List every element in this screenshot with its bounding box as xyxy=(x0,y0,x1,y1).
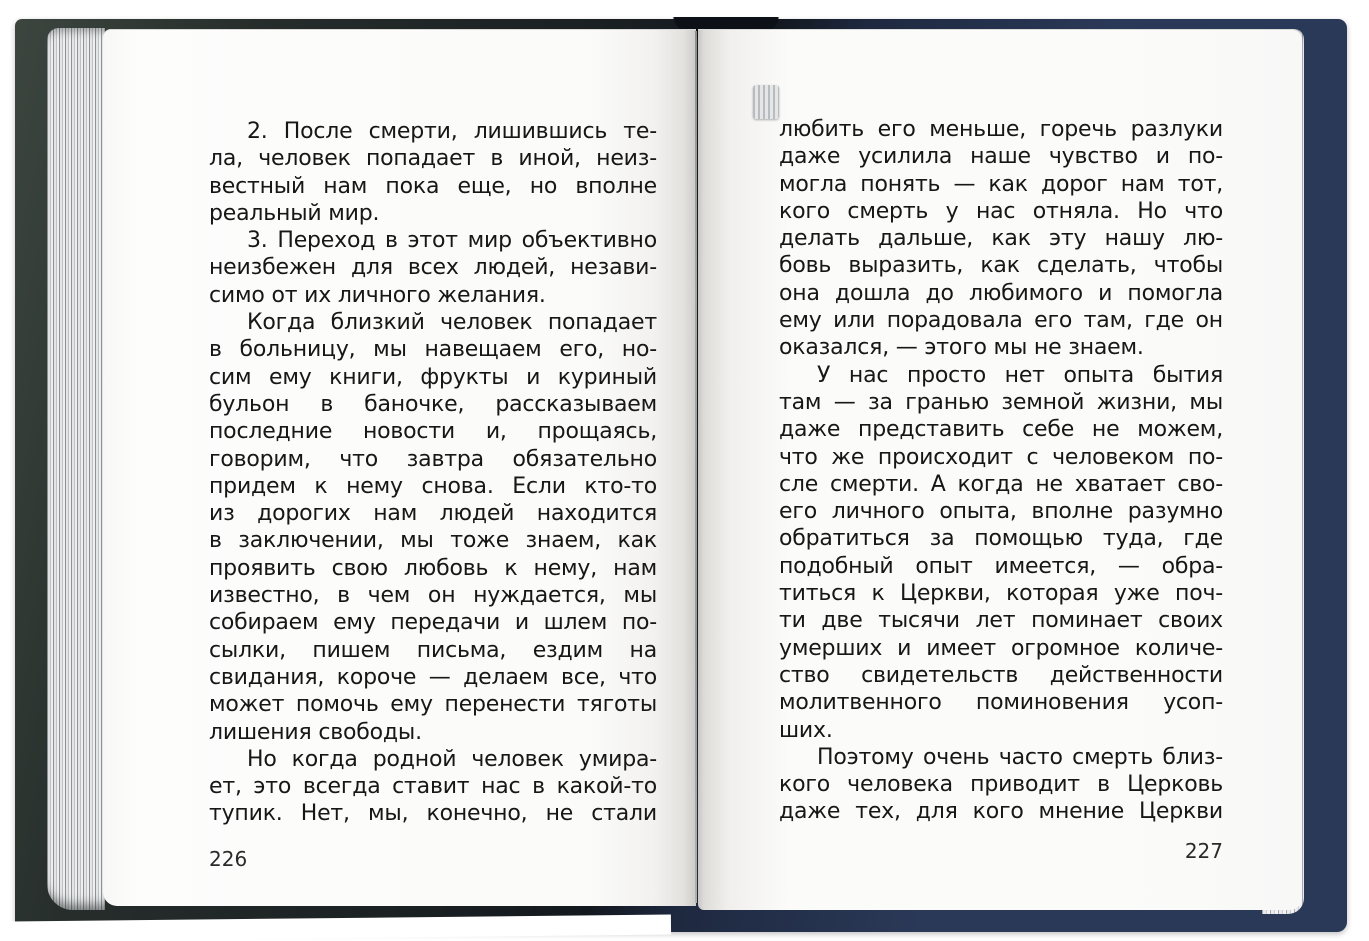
text-line: вестный нам пока еще, но вполне xyxy=(209,173,657,199)
text-line: что же происходит с человеком по- xyxy=(779,444,1223,470)
text-line: сим ему книги, фрукты и куриный xyxy=(209,364,657,390)
page-left xyxy=(103,29,696,906)
text-line: любить его меньше, горечь разлуки xyxy=(779,117,1223,142)
text-line: говорим, что завтра обязательно xyxy=(209,446,657,472)
text-line: кого человека приводит в Церковь xyxy=(779,772,1223,798)
text-line: ство свидетельств действенности xyxy=(779,662,1223,688)
text-line: известно, в чем он нуждается, мы xyxy=(209,583,657,609)
text-line: делать дальше, как эту нашу лю- xyxy=(779,226,1223,252)
text-line: даже тех, для кого мнение Церкви xyxy=(779,799,1223,825)
text-line: обратиться за помощью туда, где xyxy=(779,526,1223,552)
text-line: там — за гранью земной жизни, мы xyxy=(779,389,1223,415)
text-line: кого смерть у нас отняла. Но что xyxy=(779,198,1223,224)
text-line: титься к Церкви, которая уже поч- xyxy=(779,581,1223,607)
text-line: собираем ему передачи и шлем по- xyxy=(209,610,657,636)
text-line: последние новости и, прощаясь, xyxy=(209,419,657,445)
text-line: в заключении, мы тоже знаем, как xyxy=(209,528,657,554)
text-line: Но когда родной человек умира- xyxy=(247,746,657,772)
text-line: даже усилила наше чувство и по- xyxy=(779,144,1223,170)
text-line: могла понять — как дорог нам тот, xyxy=(779,171,1223,197)
text-line: ему или порадовала его там, где он xyxy=(779,308,1223,334)
text-line: симо от их личного желания. xyxy=(209,282,546,308)
text-line: ти две тысячи лет поминает своих xyxy=(779,608,1223,634)
book-spine-gutter xyxy=(695,31,697,903)
text-line: У нас просто нет опыта бытия xyxy=(817,362,1223,388)
text-line: ет, это всегда ставит нас в какой-то xyxy=(209,774,657,800)
text-line: молитвенного поминовения усоп- xyxy=(779,690,1223,716)
spine-headband xyxy=(753,85,779,119)
text-line: реальный мир. xyxy=(209,200,380,226)
text-line: даже представить себе не можем, xyxy=(779,417,1223,443)
open-book xyxy=(15,19,1347,932)
text-line: проявить свою любовь к нему, нам xyxy=(209,555,657,581)
page-left-text-column xyxy=(209,118,657,828)
text-line: его личного опыта, вполне разумно xyxy=(779,499,1223,525)
page-number-left: 226 xyxy=(209,847,248,871)
text-line: Поэтому очень часто смерть близ- xyxy=(817,744,1223,770)
text-line: в больницу, мы навещаем его, но- xyxy=(209,337,657,363)
text-line: 2. После смерти, лишившись те- xyxy=(247,119,657,144)
text-line: лишения свободы. xyxy=(209,719,422,745)
text-line: сле смерти. А когда не хватает сво- xyxy=(779,471,1223,497)
text-line: тупик. Нет, мы, конечно, не стали xyxy=(209,801,657,827)
text-line: из дорогих нам людей находится xyxy=(209,501,657,527)
text-line: свидания, короче — делаем все, что xyxy=(209,664,657,690)
text-line: неизбежен для всех людей, незави- xyxy=(209,255,657,281)
text-line: бульон в баночке, рассказываем xyxy=(209,391,657,417)
text-line: бовь выразить, как сделать, чтобы xyxy=(779,253,1223,279)
text-line: ших. xyxy=(779,717,833,743)
text-line: умерших и имеет огромное количе- xyxy=(779,635,1223,661)
text-line: Когда близкий человек попадает xyxy=(247,310,657,336)
text-line: может помочь ему перенести тяготы xyxy=(209,692,657,718)
page-number-right: 227 xyxy=(1184,839,1223,863)
text-line: подобный опыт имеется, — обра- xyxy=(779,553,1223,579)
page-edges-left xyxy=(47,28,105,910)
text-line: придем к нему снова. Если кто-то xyxy=(209,473,657,499)
text-line: ла, человек попадает в иной, неиз- xyxy=(209,146,657,172)
text-line: она дошла до любимого и помогла xyxy=(779,280,1223,306)
page-right-text-column xyxy=(779,116,1223,826)
text-line: оказался, — этого мы не знаем. xyxy=(779,335,1144,361)
text-line: 3. Переход в этот мир объективно xyxy=(247,228,657,254)
page-right xyxy=(698,29,1302,910)
text-line: сылки, пишем письма, ездим на xyxy=(209,637,657,663)
